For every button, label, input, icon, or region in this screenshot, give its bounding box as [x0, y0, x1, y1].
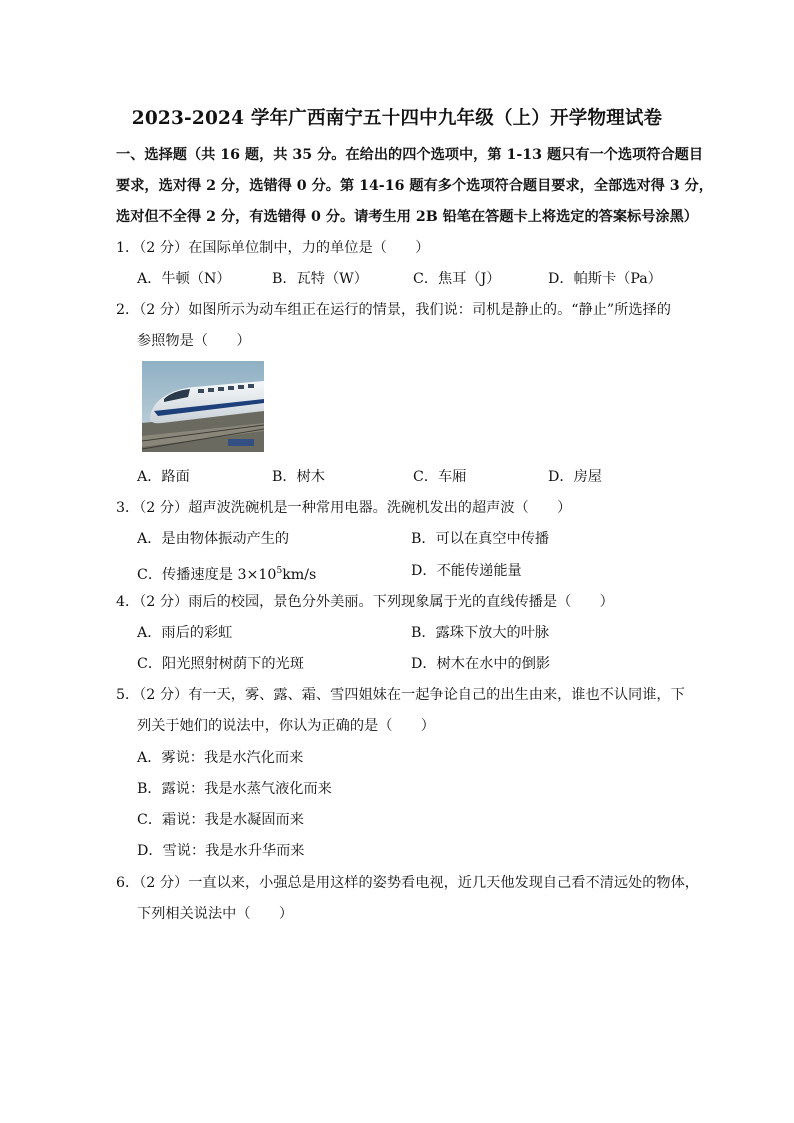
question-4-option-d: D．树木在水中的倒影 [411, 656, 551, 672]
question-4-option-b: B．露珠下放大的叶脉 [411, 625, 550, 641]
train-image [142, 361, 264, 452]
question-3-option-d: D．不能传递能量 [411, 563, 522, 579]
question-1-option-a: A．牛顿（N） [137, 271, 231, 287]
question-5-text-line1: 5．（2 分）有一天，雾、露、霜、雪四姐妹在一起争论自己的出生由来，谁也不认同谁，下 [116, 687, 685, 703]
question-6-text-line1: 6．（2 分）一直以来，小强总是用这样的姿势看电视，近几天他发现自己看不清远处的物体， [116, 875, 699, 891]
question-3-option-a: A．是由物体振动产生的 [137, 531, 290, 547]
question-5-option-a: A．雾说：我是水汽化而来 [137, 750, 304, 766]
question-2-option-b: B．树木 [272, 469, 325, 485]
question-2-text-line1: 2．（2 分）如图所示为动车组正在运行的情景，我们说：司机是静止的。“静止”所选择的 [116, 302, 671, 318]
question-5-option-c: C．霜说：我是水凝固而来 [137, 812, 304, 828]
question-3-option-c-main: C．传播速度是 3×10 [137, 567, 277, 583]
question-5-option-d: D．雪说：我是水升华而来 [137, 843, 305, 859]
question-1-option-b: B．瓦特（W） [272, 271, 368, 287]
section-instructions-line1: 一、选择题（共 16 题，共 35 分。在给出的四个选项中，第 1-13 题只有一个选项符合题目 [116, 147, 704, 163]
question-1-option-c: C．焦耳（J） [413, 271, 501, 287]
question-4-text: 4．（2 分）雨后的校园，景色分外美丽。下列现象属于光的直线传播是（ ） [116, 594, 614, 610]
question-3-option-c [137, 561, 316, 585]
question-2-option-a: A．路面 [137, 469, 190, 485]
question-2-text-line2: 参照物是（ ） [137, 333, 251, 349]
high-speed-train-photo [142, 361, 264, 452]
question-3-option-b: B．可以在真空中传播 [411, 531, 550, 547]
question-3-option-c-unit: km/s [282, 567, 317, 583]
question-3-option-c-exponent: 5 [276, 566, 283, 576]
section-instructions-line2: 要求，选对得 2 分，选错得 0 分。第 14-16 题有多个选项符合题目要求，全部选对得 3 分， [116, 178, 713, 194]
question-4-option-c: C．阳光照射树荫下的光斑 [137, 656, 304, 672]
question-6-text-line2: 下列相关说法中（ ） [137, 906, 294, 922]
question-5-text-line2: 列关于她们的说法中，你认为正确的是（ ） [137, 718, 435, 734]
question-2-option-d: D．房屋 [548, 469, 602, 485]
question-4-option-a: A．雨后的彩虹 [137, 625, 233, 641]
question-5-option-b: B．露说：我是水蒸气液化而来 [137, 781, 332, 797]
question-2-option-c: C．车厢 [413, 469, 467, 485]
exam-title: 2023-2024 学年广西南宁五十四中九年级（上）开学物理试卷 [131, 108, 663, 129]
question-3-text: 3．（2 分）超声波洗碗机是一种常用电器。洗碗机发出的超声波（ ） [116, 500, 572, 516]
question-1-text: 1．（2 分）在国际单位制中，力的单位是（ ） [116, 240, 430, 256]
question-1-option-d: D．帕斯卡（Pa） [548, 271, 662, 287]
section-instructions-line3: 选对但不全得 2 分，有选错得 0 分。请考生用 2B 铅笔在答题卡上将选定的答案标号涂黑） [116, 209, 698, 225]
